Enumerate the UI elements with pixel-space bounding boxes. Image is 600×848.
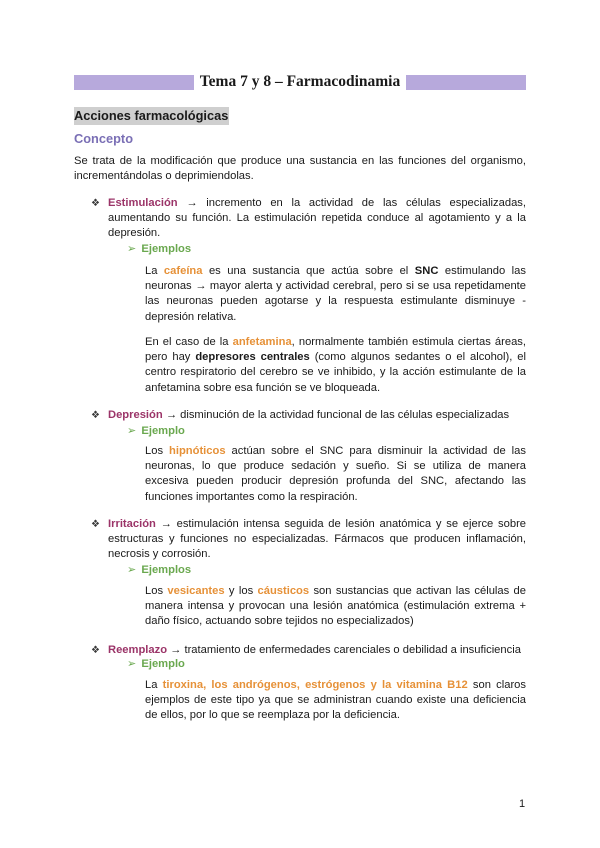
- text: (como algunos sedantes o el alcohol), el centro respiratorio del cerebro se ve inhibido, y la acción estimulante de la anfetamina sobre esa función se ve bloqueada.: [145, 351, 527, 394]
- arrow-symbol: →: [170, 644, 182, 656]
- bullet-depresion: [91, 408, 526, 423]
- bold-text: SNC: [414, 265, 439, 277]
- text: y los: [224, 585, 258, 597]
- example-heading: [127, 563, 191, 578]
- highlight: cafeína: [163, 265, 203, 277]
- term: Reemplazo: [108, 644, 168, 656]
- diamond-bullet-icon: ❖: [91, 645, 100, 656]
- bullet-text: [108, 517, 526, 563]
- diamond-bullet-icon: ❖: [91, 198, 100, 209]
- text: es una sustancia que actúa sobre el: [202, 265, 415, 277]
- term: Estimulación: [108, 197, 178, 209]
- example-paragraph: [145, 264, 526, 325]
- text: Los: [145, 445, 170, 457]
- definition: incremento en la actividad de las células especializadas, aumentando su función. La estimulación repetida conduce al agotamiento y a la depresión.: [108, 197, 526, 240]
- definition: estimulación intensa seguida de lesión anatómica y se ejerce sobre estructuras y funciones no especializadas. Fármacos que producen inflamación, necrosis y corrosión.: [108, 518, 527, 561]
- arrow-symbol: →: [186, 197, 198, 209]
- text: Los: [145, 585, 168, 597]
- text: La: [145, 265, 164, 277]
- example-heading: [127, 657, 185, 672]
- bullet-text: [108, 643, 526, 658]
- subheading: Concepto: [74, 131, 134, 146]
- example-paragraph: [145, 444, 526, 505]
- arrow-symbol: →: [160, 518, 172, 530]
- text: La: [145, 679, 163, 691]
- arrow-symbol: →: [165, 409, 178, 421]
- term: Irritación: [108, 518, 156, 530]
- intro-paragraph: Se trata de la modificación que produce una sustancia en las funciones del organismo, incrementándolas o deprimiendolas.: [74, 155, 526, 183]
- highlight: tiroxina, los andrógenos, estrógenos y la vitamina B12: [162, 679, 468, 691]
- example-label: Ejemplo: [141, 658, 185, 670]
- title-band-left: [74, 75, 194, 90]
- arrowhead-icon: ➢: [127, 425, 137, 437]
- example-heading: [127, 242, 191, 257]
- page-number: 1: [519, 798, 526, 810]
- highlight: vesicantes: [167, 585, 225, 597]
- bullet-text: [108, 196, 526, 242]
- bullet-estimulacion: [91, 196, 526, 242]
- example-paragraph: [145, 678, 526, 724]
- term: Depresión: [108, 409, 163, 421]
- example-heading: [127, 424, 185, 439]
- arrowhead-icon: ➢: [127, 243, 137, 255]
- page-title: Tema 7 y 8 – Farmacodinamia: [199, 73, 401, 91]
- example-label: Ejemplo: [141, 425, 185, 437]
- example-label: Ejemplos: [141, 564, 192, 576]
- definition: disminución de la actividad funcional de las células especializadas: [180, 409, 510, 421]
- bold-text: depresores centrales: [195, 351, 310, 364]
- text: En el caso de la: [145, 336, 233, 348]
- diamond-bullet-icon: ❖: [91, 410, 100, 421]
- text: actúan sobre el SNC para disminuir la actividad de las neuronas, lo que produce sedación y sueño. Si se utiliza de manera excesiva pueden producir depresión profunda del SNC, afectando las funciones importantes como la respiración.: [145, 445, 526, 503]
- text: son sustancias que activan las células de manera intensa y provocan una lesión anatómica (estimulación extrema + daño físico, actuando sobre tejidos no especializados): [145, 585, 526, 628]
- arrowhead-icon: ➢: [127, 564, 137, 576]
- bullet-text: [108, 408, 526, 423]
- example-paragraph: [145, 584, 526, 630]
- section-heading: Acciones farmacológicas: [74, 107, 229, 125]
- diamond-bullet-icon: ❖: [91, 519, 100, 530]
- title-band-right: [406, 75, 526, 90]
- text: , normalmente también estimula ciertas áreas, pero hay: [145, 336, 526, 364]
- bullet-irritacion: [91, 517, 526, 563]
- title-bar: [74, 72, 526, 92]
- highlight: hipnóticos: [169, 445, 226, 457]
- bullet-reemplazo: [91, 643, 526, 658]
- text: son claros ejemplos de este tipo ya que se administran cuando existe una deficiencia de ellos, por lo que se reemplaza por la deficiencia.: [145, 679, 526, 722]
- highlight: anfetamina: [232, 336, 292, 348]
- highlight: cáusticos: [257, 585, 310, 597]
- text: estimulando las neuronas → mayor alerta y actividad cerebral, pero si se usa repetidamente las neuronas pueden agotarse y la respuesta estimulante disminuye - depresión relativa.: [145, 265, 526, 323]
- arrowhead-icon: ➢: [127, 658, 137, 670]
- example-paragraph: [145, 335, 526, 396]
- example-label: Ejemplos: [141, 243, 192, 255]
- definition: tratamiento de enfermedades carenciales o debilidad a insuficiencia: [184, 644, 521, 656]
